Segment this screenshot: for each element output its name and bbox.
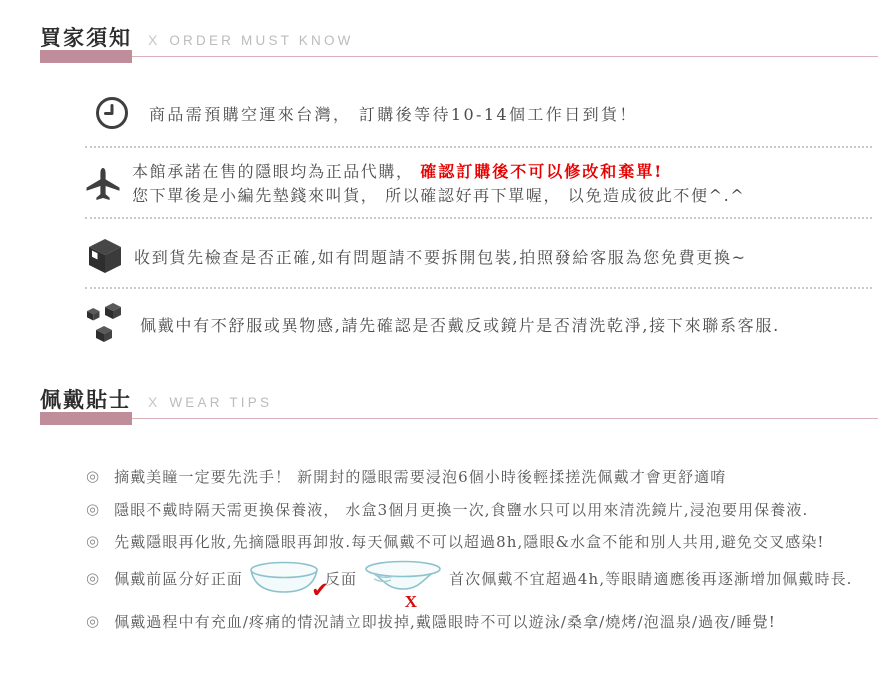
order-accent-line — [132, 56, 878, 57]
box-icon — [88, 238, 122, 274]
dotted-divider — [85, 217, 872, 219]
bullseye-bullet-icon: ◎ — [86, 568, 100, 587]
order-title-en: ORDER MUST KNOW — [169, 33, 354, 48]
tip-makeup-hours-text: 先戴隱眼再化妝,先摘隱眼再卸妝.每天佩戴不可以超過8h,隱眼&水盒不能和別人共用,避免交叉感染! — [114, 533, 825, 551]
order-section-header — [40, 22, 354, 52]
check-mark: ✔ — [311, 578, 330, 602]
lens-wrong-side-icon — [361, 559, 445, 611]
order-title-zh: 買家須知 — [40, 27, 132, 50]
tip-remove-if-pain-text: 佩戴過程中有充血/疼痛的情況請立即拔掉,戴隱眼時不可以遊泳/桑拿/燒烤/泡溫泉/過夜/睡覺! — [114, 613, 776, 631]
notice-check-package — [88, 238, 747, 274]
bullseye-bullet-icon: ◎ — [86, 612, 100, 630]
dotted-divider — [85, 287, 872, 289]
notice-no-cancel-line2: 您下單後是小編先墊錢來叫貨， 所以確認好再下單喔， 以免造成彼此不便^.^ — [132, 186, 746, 205]
order-title-x: X — [148, 32, 158, 48]
tips-title-en: WEAR TIPS — [169, 395, 273, 410]
tip-remove-if-pain — [86, 611, 776, 632]
order-accent-bar — [40, 50, 132, 63]
tips-accent-bar — [40, 412, 132, 425]
tip-solution-change-text: 隱眼不戴時隔天需更換保養液， 水盒3個月更換一次,食鹽水只可以用來清洗鏡片,浸泡要用保養液. — [114, 501, 809, 519]
tips-accent-line — [132, 418, 878, 419]
tip-lens-orientation — [86, 553, 853, 611]
notice-check-package-text: 收到貨先檢查是否正確,如有問題請不要拆開包裝,拍照發給客服為您免費更換~ — [134, 247, 747, 267]
tips-title-zh: 佩戴貼士 — [40, 389, 132, 412]
airplane-icon — [86, 167, 120, 201]
notice-no-cancel-line1 — [132, 160, 745, 184]
clock-icon — [95, 96, 129, 130]
tip-makeup-hours — [86, 531, 825, 552]
bullseye-bullet-icon: ◎ — [86, 500, 100, 518]
notice-no-cancel-warning: 確認訂購後不可以修改和棄單! — [420, 162, 664, 181]
notice-shipping — [95, 96, 638, 130]
cross-mark: X — [404, 592, 419, 611]
tips-title-x: X — [148, 394, 158, 410]
notice-no-cancel — [86, 160, 745, 208]
tip-lens-middle-text: 反面 — [324, 569, 358, 588]
notice-discomfort — [86, 303, 780, 345]
notice-authentic-text: 本館承諾在售的隱眼均為正品代購， — [132, 162, 421, 181]
notice-discomfort-text: 佩戴中有不舒服或異物感,請先確認是否戴反或鏡片是否清洗乾淨,接下來聯系客服. — [140, 315, 780, 335]
tip-lens-before-text: 佩戴前區分好正面 — [114, 569, 243, 588]
lens-correct-side-icon — [247, 560, 330, 602]
bullseye-bullet-icon: ◎ — [86, 467, 100, 485]
tip-solution-change — [86, 499, 808, 520]
cubes-icon — [86, 303, 128, 345]
tip-wash-hands — [86, 466, 726, 487]
notice-shipping-text: 商品需預購空運來台灣， 訂購後等待10-14個工作日到貨！ — [149, 104, 638, 124]
bullseye-bullet-icon: ◎ — [86, 532, 100, 550]
tips-section-header — [40, 384, 272, 414]
tip-lens-after-text: 首次佩戴不宜超過4h,等眼睛適應後再逐漸增加佩戴時長. — [449, 569, 853, 588]
dotted-divider — [85, 146, 872, 148]
tip-wash-hands-text: 摘戴美瞳一定要先洗手！ 新開封的隱眼需要浸泡6個小時後輕揉搓洗佩戴才會更舒適唷 — [114, 468, 727, 486]
